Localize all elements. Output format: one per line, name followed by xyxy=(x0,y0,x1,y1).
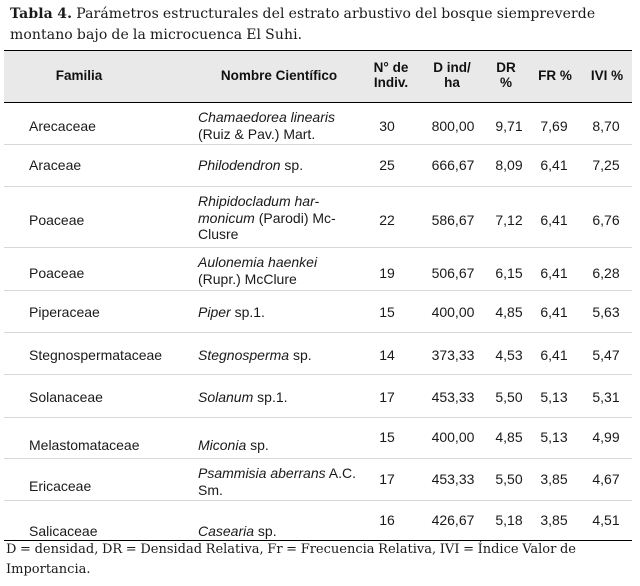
species-author: sp.1. xyxy=(234,304,265,320)
header-dr: DR % xyxy=(496,60,516,90)
cell-ivi: 4,67 xyxy=(592,471,620,487)
cell-n-indiv: 30 xyxy=(379,118,395,134)
species-author: (Rupr.) McClure xyxy=(198,270,297,287)
cell-nombre-cientifico xyxy=(198,523,358,540)
cell-nombre-cientifico xyxy=(198,389,358,406)
cell-d-ind-ha: 666,67 xyxy=(431,157,475,173)
cell-dr: 6,15 xyxy=(495,265,523,281)
species-author: sp.1. xyxy=(257,389,288,405)
cell-dr: 9,71 xyxy=(495,118,523,134)
table-row xyxy=(4,459,632,501)
cell-dr: 5,50 xyxy=(495,389,523,405)
cell-d-ind-ha: 426,67 xyxy=(431,512,475,528)
cell-ivi: 4,99 xyxy=(592,429,620,445)
species-author: sp. xyxy=(284,157,304,173)
cell-nombre-cientifico xyxy=(198,157,358,174)
cell-dr: 5,50 xyxy=(495,471,523,487)
header-ivi: IVI % xyxy=(590,68,624,83)
cell-nombre-cientifico xyxy=(198,437,358,454)
cell-d-ind-ha: 800,00 xyxy=(431,118,475,134)
cell-nombre-cientifico xyxy=(198,465,358,498)
data-table xyxy=(4,50,632,541)
header-d-ind-ha: D ind/ ha xyxy=(433,60,471,90)
cell-familia: Araceae xyxy=(29,157,82,173)
species-name: Solanum xyxy=(198,389,254,405)
cell-familia: Poaceae xyxy=(29,265,85,281)
cell-fr: 7,69 xyxy=(540,118,568,134)
species-author: sp. xyxy=(250,437,269,453)
species-name: Piper xyxy=(198,304,231,320)
cell-d-ind-ha: 373,33 xyxy=(431,347,475,363)
cell-fr: 6,41 xyxy=(540,157,568,173)
cell-ivi: 5,63 xyxy=(592,304,620,320)
cell-fr: 6,41 xyxy=(540,265,568,281)
cell-dr: 4,53 xyxy=(495,347,523,363)
cell-familia: Stegnospermataceae xyxy=(29,347,163,363)
cell-fr: 3,85 xyxy=(540,471,568,487)
caption-text: Parámetros estructurales del estrato arbustivo del bosque siempreverde montano bajo de la microcuenca El Suhi. xyxy=(10,6,596,43)
species-name: Philodendron xyxy=(198,157,281,173)
cell-nombre-cientifico xyxy=(198,193,358,243)
cell-ivi: 4,51 xyxy=(592,512,620,528)
cell-nombre-cientifico xyxy=(198,304,358,321)
cell-familia: Arecaceae xyxy=(29,118,96,134)
species-name: Psammisia aberrans xyxy=(198,465,326,481)
cell-n-indiv: 14 xyxy=(379,347,395,363)
header-fr: FR % xyxy=(538,68,572,83)
cell-d-ind-ha: 453,33 xyxy=(431,471,475,487)
species-author: sp. xyxy=(292,347,312,363)
species-name: Casearia xyxy=(198,523,255,539)
table-row xyxy=(4,375,632,418)
cell-ivi: 8,70 xyxy=(592,118,620,134)
cell-dr: 8,09 xyxy=(495,157,523,173)
header-familia: Familia xyxy=(55,68,103,83)
cell-d-ind-ha: 453,33 xyxy=(431,389,475,405)
table-row xyxy=(4,187,632,248)
cell-ivi: 6,76 xyxy=(592,212,620,228)
cell-fr: 6,41 xyxy=(540,212,568,228)
species-name: Aulonemia haenkei xyxy=(198,254,318,270)
cell-d-ind-ha: 506,67 xyxy=(431,265,475,281)
cell-n-indiv: 19 xyxy=(379,265,395,281)
cell-fr: 5,13 xyxy=(540,429,568,445)
cell-familia: Solanaceae xyxy=(29,389,103,405)
cell-fr: 6,41 xyxy=(540,304,568,320)
cell-dr: 4,85 xyxy=(495,304,523,320)
table-row xyxy=(4,248,632,291)
cell-familia: Melastomataceae xyxy=(29,437,140,453)
cell-nombre-cientifico xyxy=(198,347,358,364)
cell-dr: 4,85 xyxy=(495,429,523,445)
cell-n-indiv: 25 xyxy=(379,157,395,173)
cell-ivi: 5,47 xyxy=(592,347,620,363)
cell-fr: 6,41 xyxy=(540,347,568,363)
table-header xyxy=(4,51,632,103)
table-row xyxy=(4,291,632,333)
cell-d-ind-ha: 586,67 xyxy=(431,212,475,228)
cell-familia: Salicaceae xyxy=(29,523,98,539)
cell-n-indiv: 15 xyxy=(379,429,395,445)
species-name: Chamaedorea linearis xyxy=(198,109,335,125)
table-row xyxy=(4,418,632,459)
header-n-indiv: N° de Indiv. xyxy=(373,60,409,90)
species-author: (Parodi) Mc- Clusre xyxy=(198,209,336,242)
cell-familia: Poaceae xyxy=(29,212,85,228)
cell-n-indiv: 17 xyxy=(379,389,395,405)
table-row xyxy=(4,145,632,187)
species-name: Miconia xyxy=(198,437,247,453)
cell-dr: 5,18 xyxy=(495,512,523,528)
cell-familia: Piperaceae xyxy=(29,304,100,320)
cell-d-ind-ha: 400,00 xyxy=(431,304,475,320)
cell-d-ind-ha: 400,00 xyxy=(431,429,475,445)
cell-n-indiv: 22 xyxy=(379,212,395,228)
table-row xyxy=(4,103,632,145)
cell-n-indiv: 17 xyxy=(379,471,395,487)
cell-nombre-cientifico xyxy=(198,254,358,287)
species-author: (Ruiz & Pav.) Mart. xyxy=(198,125,316,142)
footnote: D = densidad, DR = Densidad Relativa, Fr = Frecuencia Relativa, IVI = Índice Valor de Importancia. xyxy=(6,542,576,577)
table-row xyxy=(4,501,632,540)
cell-nombre-cientifico xyxy=(198,109,358,142)
cell-dr: 7,12 xyxy=(495,212,523,228)
species-name: Stegnosperma xyxy=(198,347,290,363)
cell-n-indiv: 16 xyxy=(379,512,395,528)
table-row xyxy=(4,333,632,375)
cell-n-indiv: 15 xyxy=(379,304,395,320)
table-body xyxy=(4,103,632,540)
table-caption xyxy=(10,4,630,46)
species-author: A.C. Sm. xyxy=(198,465,356,498)
header-nombre-cientifico: Nombre Científico xyxy=(220,68,338,83)
caption-label: Tabla 4. xyxy=(10,6,73,22)
cell-ivi: 5,31 xyxy=(592,389,620,405)
cell-fr: 5,13 xyxy=(540,389,568,405)
species-author: sp. xyxy=(257,523,277,539)
cell-ivi: 7,25 xyxy=(592,157,620,173)
cell-familia: Ericaceae xyxy=(29,478,92,494)
cell-fr: 3,85 xyxy=(540,512,568,528)
cell-ivi: 6,28 xyxy=(592,265,620,281)
species-name: Rhipidocladum har- monicum xyxy=(198,193,320,226)
